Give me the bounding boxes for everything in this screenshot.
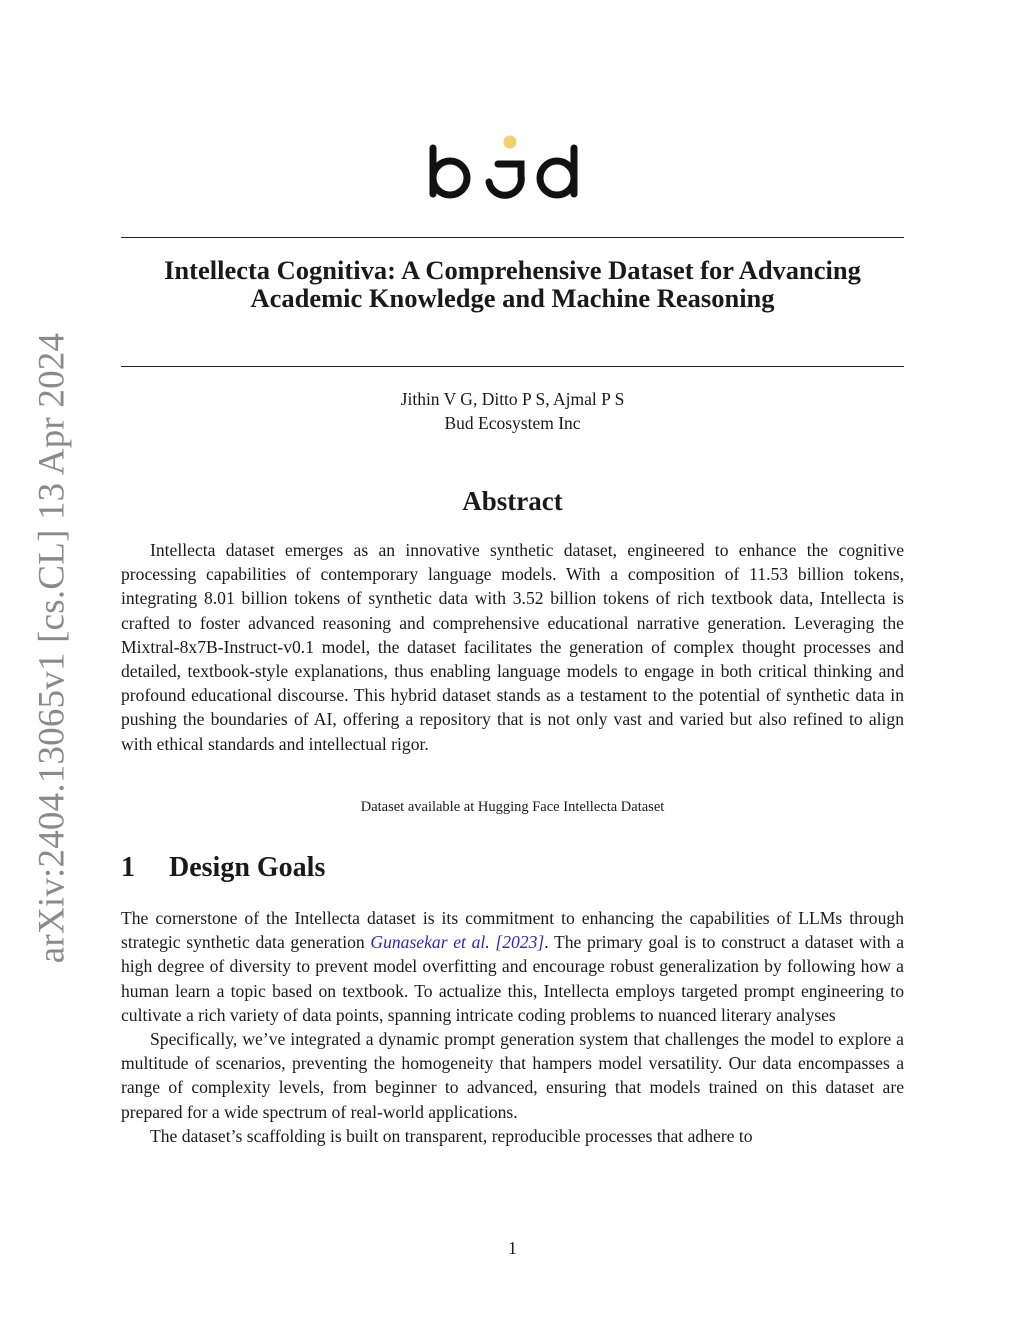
section-heading bbox=[121, 852, 904, 884]
author-block bbox=[121, 387, 904, 435]
paper-title: Intellecta Cognitiva: A Comprehensive Dataset for Advancing Academic Knowledge and Machine Reasoning bbox=[164, 255, 861, 313]
paragraph-3: The dataset’s scaffolding is built on transparent, reproducible processes that adhere to bbox=[150, 1125, 753, 1146]
bud-logo bbox=[428, 132, 590, 204]
citation-link[interactable]: Gunasekar et al. [2023] bbox=[370, 932, 545, 953]
section-body bbox=[121, 906, 904, 1148]
affiliation: Bud Ecosystem Inc bbox=[444, 413, 581, 433]
arxiv-identifier: arXiv:2404.13065v1 [cs.CL] 13 Apr 2024 bbox=[31, 332, 73, 964]
abstract-text: Intellecta dataset emerges as an innovative synthetic dataset, engineered to enhance the cognitive processing capabilities of contemporary language models. With a composition of 11.53 billion tokens, integrating 8.01 billion tokens of synthetic data with 3.52 billion tokens of rich textbook data, Intellecta is crafted to foster advanced reasoning and comprehensive educational narrative generation. Leveraging the Mixtral-8x7B-Instruct-v0.1 model, the dataset facilitates the generation of complex thought processes and detailed, textbook-style explanations, thus enabling language models to engage in both critical thinking and profound educational discourse. This hybrid dataset stands as a testament to the potential of synthetic data in pushing the boundaries of AI, offering a repository that is not only vast and varied but also refined to align with ethical standards and intellectual rigor. bbox=[121, 540, 904, 754]
section-title: Design Goals bbox=[169, 852, 326, 883]
abstract-heading: Abstract bbox=[462, 486, 563, 516]
title-bottom-rule bbox=[121, 366, 904, 367]
paragraph-2: Specifically, we’ve integrated a dynamic prompt generation system that challenges the model to explore a multitude of scenarios, preventing the homogeneity that hampers model versatility. Our data encompasses a range of complexity levels, from beginner to advanced, ensuring that models trained on this dataset are prepared for a wide spectrum of real-world applications. bbox=[121, 1029, 904, 1122]
dataset-availability: Dataset available at Hugging Face Intellecta Dataset bbox=[360, 799, 665, 815]
logo-dot bbox=[504, 136, 517, 149]
author-names: Jithin V G, Ditto P S, Ajmal P S bbox=[400, 389, 625, 409]
page-number: 1 bbox=[508, 1238, 517, 1258]
section-number: 1 bbox=[121, 852, 135, 883]
title-top-rule bbox=[121, 237, 904, 238]
paragraph-1: The cornerstone of the Intellecta dataset is its commitment to enhancing the capabilities of LLMs through strategic synthetic data generation Gunasekar et al. [2023]. The primary goal is to construct a dataset with a high degree of diversity to prevent model overfitting and encourage robust generalization by following how a human learn a topic based on textbook. To actualize this, Intellecta employs targeted prompt engineering to cultivate a rich variety of data points, spanning intricate coding problems to nuanced literary analyses bbox=[121, 908, 905, 1025]
